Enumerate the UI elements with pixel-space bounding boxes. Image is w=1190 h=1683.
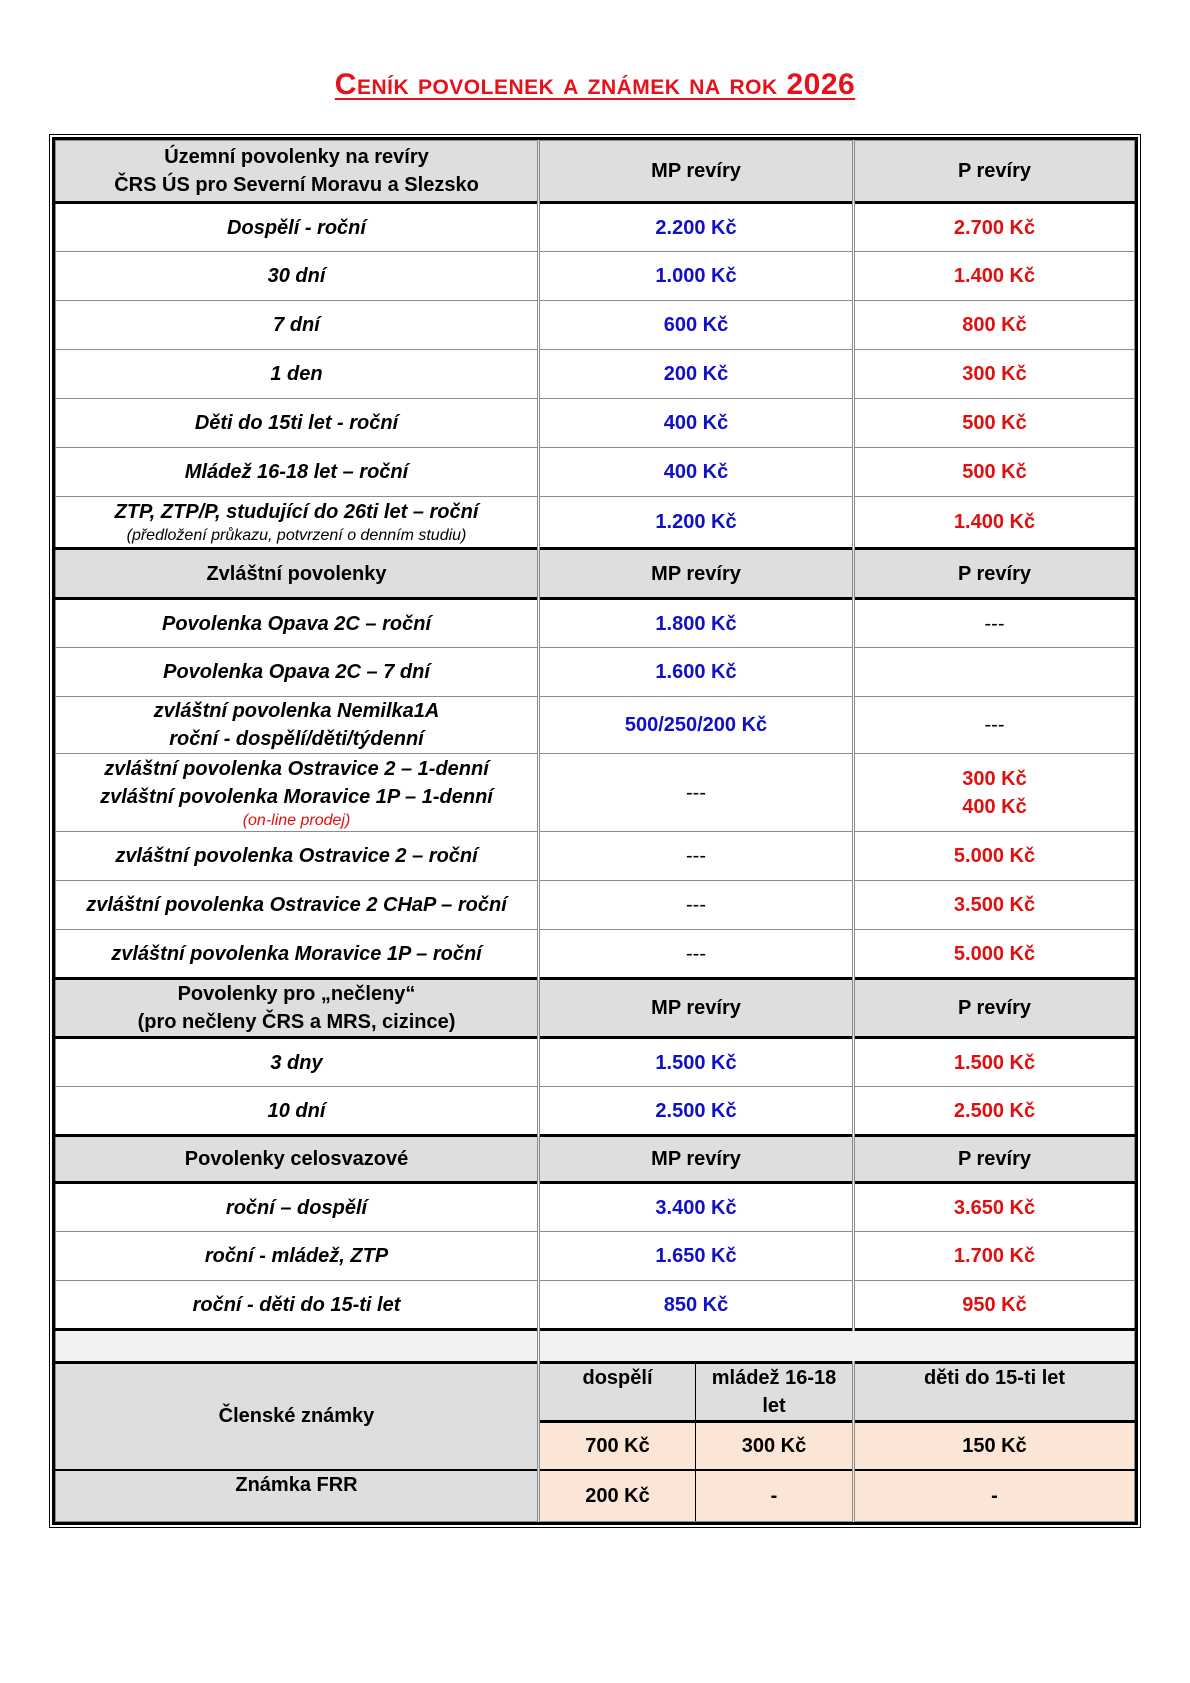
p-price: --- [854,697,1135,754]
page-title: Ceník povolenek a známek na rok 2026 [334,68,856,101]
table-row: Povolenka Opava 2C – 7 dní 1.600 Kč [56,648,1135,697]
mp-price: --- [539,930,854,979]
mp-price: 500/250/200 Kč [539,697,854,754]
stamp-col-youth: mládež 16-18 let [696,1363,854,1422]
frr-price-youth: - [696,1470,854,1522]
mp-price: 600 Kč [539,301,854,350]
table-row: zvláštní povolenka Nemilka1A roční - dospělí/děti/týdenní 500/250/200 Kč --- [56,697,1135,754]
mp-price: 400 Kč [539,448,854,497]
stamp-price-youth: 300 Kč [696,1422,854,1470]
mp-price: --- [539,881,854,930]
p-price: 300 Kč [854,350,1135,399]
col-header-mp: MP revíry [539,549,854,599]
section-header-nonmembers: Povolenky pro „nečleny“ (pro nečleny ČRS a MRS, cizince) MP revíry P revíry [56,979,1135,1038]
section-header-territorial [56,141,1135,203]
table-row: 3 dny 1.500 Kč 1.500 Kč [56,1038,1135,1087]
p-price: 5.000 Kč [854,832,1135,881]
table-row: Mládež 16-18 let – roční 400 Kč 500 Kč [56,448,1135,497]
member-stamps-label: Členské známky [56,1363,539,1470]
p-price: 3.650 Kč [854,1183,1135,1232]
frr-row [56,1470,1135,1522]
frr-stamp-label: Známka FRR [56,1470,539,1522]
mp-price: --- [539,754,854,832]
col-header-p: P revíry [854,1136,1135,1183]
mp-price: 1.500 Kč [539,1038,854,1087]
spacer-row [56,1330,1135,1363]
table-row: ZTP, ZTP/P, studující do 26ti let – roční (předložení průkazu, potvrzení o denním studiu) 1.200 Kč 1.400 Kč [56,497,1135,549]
p-price: 5.000 Kč [854,930,1135,979]
mp-price: 1.200 Kč [539,497,854,549]
table-row: zvláštní povolenka Ostravice 2 CHaP – roční --- 3.500 Kč [56,881,1135,930]
p-price: 2.500 Kč [854,1087,1135,1136]
mp-price: 1.000 Kč [539,252,854,301]
mp-price: 200 Kč [539,350,854,399]
online-sale-note: (on-line prodej) [242,811,351,829]
stamp-col-children: děti do 15-ti let [854,1363,1135,1422]
p-price: 1.700 Kč [854,1232,1135,1281]
frr-price-adult: 200 Kč [539,1470,696,1522]
stamp-price-adult: 700 Kč [539,1422,696,1470]
p-price: 500 Kč [854,399,1135,448]
table-row: roční - mládež, ZTP 1.650 Kč 1.700 Kč [56,1232,1135,1281]
p-price: 950 Kč [854,1281,1135,1330]
mp-price: --- [539,832,854,881]
table-row: 10 dní 2.500 Kč 2.500 Kč [56,1087,1135,1136]
table-row: roční - děti do 15-ti let 850 Kč 950 Kč [56,1281,1135,1330]
mp-price: 1.650 Kč [539,1232,854,1281]
section-header-special: Zvláštní povolenky MP revíry P revíry [56,549,1135,599]
p-price: 300 Kč [962,767,1027,790]
p-price: 1.400 Kč [854,252,1135,301]
p-price [854,648,1135,697]
p-price: 3.500 Kč [854,881,1135,930]
stamp-price-children: 150 Kč [854,1422,1135,1470]
table-row: Dospělí - roční 2.200 Kč 2.700 Kč [56,203,1135,252]
row-note: (předložení průkazu, potvrzení o denním studiu) [126,527,467,544]
table-row: roční – dospělí 3.400 Kč 3.650 Kč [56,1183,1135,1232]
col-header-p: P revíry [854,549,1135,599]
p-price: 400 Kč [962,795,1027,818]
table-row: 7 dní 600 Kč 800 Kč [56,301,1135,350]
p-price: 1.500 Kč [854,1038,1135,1087]
mp-price: 2.200 Kč [539,203,854,252]
p-price: 500 Kč [854,448,1135,497]
col-header-p: P revíry [854,141,1135,203]
mp-price: 400 Kč [539,399,854,448]
mp-price: 1.600 Kč [539,648,854,697]
table-row: zvláštní povolenka Ostravice 2 – 1-denní zvláštní povolenka Moravice 1P – 1-denní (on-line prodej) --- 300 Kč 400 Kč [56,754,1135,832]
territorial-header-label: Územní povolenky na revíry ČRS ÚS pro Severní Moravu a Slezsko [56,141,539,203]
col-header-mp: MP revíry [539,141,854,203]
stamp-col-adult: dospělí [539,1363,696,1422]
col-header-p: P revíry [854,979,1135,1038]
table-row: 1 den 200 Kč 300 Kč [56,350,1135,399]
table-row: Povolenka Opava 2C – roční 1.800 Kč --- [56,599,1135,648]
p-price: --- [854,599,1135,648]
section-header-national: Povolenky celosvazové MP revíry P revíry [56,1136,1135,1183]
stamps-header-row [56,1363,1135,1422]
col-header-mp: MP revíry [539,1136,854,1183]
table-row: zvláštní povolenka Ostravice 2 – roční --- 5.000 Kč [56,832,1135,881]
price-table [52,137,1138,1525]
table-row: 30 dní 1.000 Kč 1.400 Kč [56,252,1135,301]
p-price: 2.700 Kč [854,203,1135,252]
mp-price: 2.500 Kč [539,1087,854,1136]
table-row: Děti do 15ti let - roční 400 Kč 500 Kč [56,399,1135,448]
col-header-mp: MP revíry [539,979,854,1038]
frr-price-children: - [854,1470,1135,1522]
p-price: 800 Kč [854,301,1135,350]
p-price: 1.400 Kč [854,497,1135,549]
mp-price: 850 Kč [539,1281,854,1330]
mp-price: 3.400 Kč [539,1183,854,1232]
table-row: zvláštní povolenka Moravice 1P – roční --- 5.000 Kč [56,930,1135,979]
mp-price: 1.800 Kč [539,599,854,648]
